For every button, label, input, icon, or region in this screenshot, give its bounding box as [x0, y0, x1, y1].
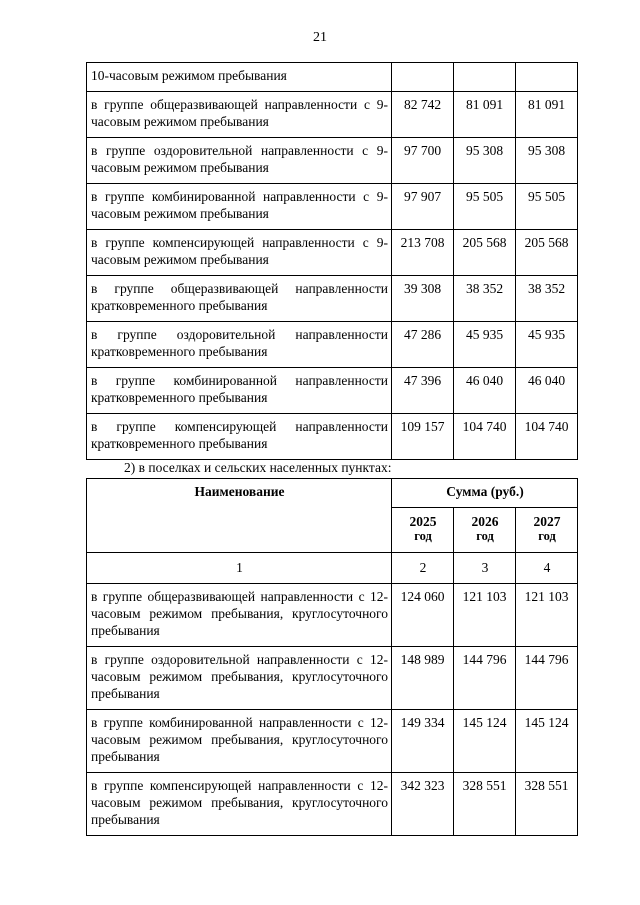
- row-name: в группе компенсирующей направленности кратковременного пребывания: [87, 414, 392, 460]
- value-2027: 104 740: [516, 414, 578, 460]
- year-label: 2027: [533, 514, 561, 529]
- column-header-sum: Сумма (руб.): [392, 479, 578, 508]
- year-label: 2025: [409, 514, 437, 529]
- table-row: [87, 92, 578, 138]
- year-unit: год: [476, 529, 494, 543]
- value-2026: 145 124: [454, 710, 516, 773]
- value-2025: 97 907: [392, 184, 454, 230]
- column-index: 3: [454, 553, 516, 584]
- row-name: в группе оздоровительной направленности кратковременного пребывания: [87, 322, 392, 368]
- column-index: 4: [516, 553, 578, 584]
- value-2026: 81 091: [454, 92, 516, 138]
- value-2027: 95 505: [516, 184, 578, 230]
- value-2027: 205 568: [516, 230, 578, 276]
- table-row: [87, 322, 578, 368]
- value-2026: 328 551: [454, 773, 516, 836]
- value-2027: 38 352: [516, 276, 578, 322]
- value-2027: 95 308: [516, 138, 578, 184]
- row-name: в группе оздоровительной направленности с 12-часовым режимом пребывания, круглосуточного пребывания: [87, 647, 392, 710]
- value-2026: 205 568: [454, 230, 516, 276]
- value-2026: 38 352: [454, 276, 516, 322]
- table-row: [87, 710, 578, 773]
- row-name: в группе оздоровительной направленности с 9-часовым режимом пребывания: [87, 138, 392, 184]
- header-row: [87, 479, 578, 508]
- value-2026: 46 040: [454, 368, 516, 414]
- row-name: в группе компенсирующей направленности с 9-часовым режимом пребывания: [87, 230, 392, 276]
- column-header-2025: [392, 508, 454, 553]
- value-2026: 45 935: [454, 322, 516, 368]
- value-2027: 144 796: [516, 647, 578, 710]
- value-2025: 39 308: [392, 276, 454, 322]
- column-header-name: Наименование: [87, 479, 392, 553]
- year-unit: год: [414, 529, 432, 543]
- value-2026: [454, 63, 516, 92]
- value-2026: 104 740: [454, 414, 516, 460]
- value-2027: 121 103: [516, 584, 578, 647]
- column-index: 1: [87, 553, 392, 584]
- table-row: [87, 584, 578, 647]
- row-name: в группе комбинированной направленности кратковременного пребывания: [87, 368, 392, 414]
- value-2025: 97 700: [392, 138, 454, 184]
- value-2026: 144 796: [454, 647, 516, 710]
- value-2025: 148 989: [392, 647, 454, 710]
- value-2025: 342 323: [392, 773, 454, 836]
- table-row: [87, 773, 578, 836]
- value-2026: 95 308: [454, 138, 516, 184]
- value-2027: 81 091: [516, 92, 578, 138]
- value-2025: [392, 63, 454, 92]
- column-index: 2: [392, 553, 454, 584]
- tariff-table-continued: [86, 62, 578, 460]
- year-label: 2026: [471, 514, 499, 529]
- column-index-row: [87, 553, 578, 584]
- row-name: в группе компенсирующей направленности с 12-часовым режимом пребывания, круглосуточного пребывания: [87, 773, 392, 836]
- value-2025: 47 286: [392, 322, 454, 368]
- row-name: в группе общеразвивающей направленности с 12-часовым режимом пребывания, круглосуточного пребывания: [87, 584, 392, 647]
- value-2025: 47 396: [392, 368, 454, 414]
- value-2027: 145 124: [516, 710, 578, 773]
- table-row: [87, 368, 578, 414]
- table-row: [87, 414, 578, 460]
- column-header-2027: [516, 508, 578, 553]
- table-row: [87, 184, 578, 230]
- table-row: [87, 647, 578, 710]
- page-number: 21: [313, 30, 327, 45]
- year-unit: год: [538, 529, 556, 543]
- value-2027: [516, 63, 578, 92]
- value-2026: 95 505: [454, 184, 516, 230]
- value-2025: 213 708: [392, 230, 454, 276]
- value-2027: 45 935: [516, 322, 578, 368]
- column-header-2026: [454, 508, 516, 553]
- row-name: в группе общеразвивающей направленности с 9-часовым режимом пребывания: [87, 92, 392, 138]
- table-row: [87, 138, 578, 184]
- section-label: 2) в поселках и сельских населенных пунктах:: [124, 460, 392, 475]
- value-2025: 82 742: [392, 92, 454, 138]
- value-2027: 46 040: [516, 368, 578, 414]
- value-2025: 124 060: [392, 584, 454, 647]
- table-row: [87, 63, 578, 92]
- value-2027: 328 551: [516, 773, 578, 836]
- value-2026: 121 103: [454, 584, 516, 647]
- row-name: 10-часовым режимом пребывания: [87, 63, 392, 92]
- value-2025: 109 157: [392, 414, 454, 460]
- row-name: в группе комбинированной направленности с 12-часовым режимом пребывания, круглосуточного пребывания: [87, 710, 392, 773]
- row-name: в группе общеразвивающей направленности кратковременного пребывания: [87, 276, 392, 322]
- table-row: [87, 276, 578, 322]
- table-row: [87, 230, 578, 276]
- tariff-table-rural: [86, 478, 578, 836]
- value-2025: 149 334: [392, 710, 454, 773]
- row-name: в группе комбинированной направленности с 9-часовым режимом пребывания: [87, 184, 392, 230]
